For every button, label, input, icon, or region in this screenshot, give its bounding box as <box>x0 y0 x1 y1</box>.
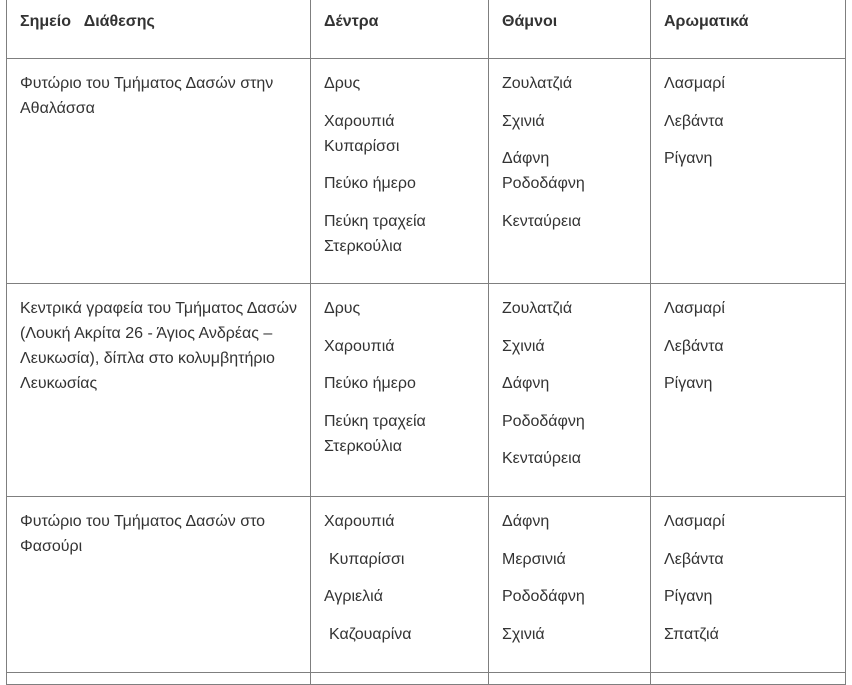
plant-name: Δάφνη <box>502 375 550 392</box>
plant-name: Σχινιά <box>502 625 545 643</box>
empty-cell <box>7 673 311 685</box>
plant-name: Λεβάντα <box>664 550 724 568</box>
plant-name: Ρίγανη <box>664 375 713 392</box>
plant-name: Κενταύρεια <box>502 212 581 230</box>
plant-name: Λεβάντα <box>664 112 724 130</box>
plant-name: Δάφνη <box>502 513 550 530</box>
header-location: Σημείο Διάθεσης <box>7 0 311 59</box>
plant-name: Πεύκο ήμερο <box>324 375 416 392</box>
plant-name: Δάφνη Ροδοδάφνη <box>502 150 585 192</box>
plant-name: Λασμαρί <box>664 300 725 317</box>
plant-name: Δρυς <box>324 300 361 317</box>
shrubs-cell <box>489 59 651 284</box>
plant-name: Σπατζιά <box>664 625 719 643</box>
plant-name: Πεύκο ήμερο <box>324 175 416 192</box>
plant-name: Χαρουπιά <box>324 337 395 355</box>
trees-cell <box>311 284 489 497</box>
plant-name: Καζουαρίνα <box>329 625 412 643</box>
plant-name: Ρίγανη <box>664 150 713 167</box>
aromatic-cell <box>651 497 846 673</box>
empty-cell <box>311 673 489 685</box>
plant-name: Λεβάντα <box>664 337 724 355</box>
table-header-row <box>7 0 846 59</box>
header-shrubs: Θάμνοι <box>489 0 651 59</box>
plant-name: Χαρουπιά <box>324 513 395 530</box>
plant-name: Σχινιά <box>502 112 545 130</box>
empty-cell <box>489 673 651 685</box>
plant-name: Κενταύρεια <box>502 450 581 467</box>
plant-name: Χαρουπιά Κυπαρίσσι <box>324 112 400 155</box>
plant-name: Ροδοδάφνη <box>502 588 585 605</box>
plant-name: Σχινιά <box>502 337 545 355</box>
plant-name: Αγριελιά <box>324 588 383 605</box>
plant-name: Ροδοδάφνη <box>502 412 585 430</box>
location-cell: Φυτώριο του Τμήματος Δασών στην Αθαλάσσα <box>7 59 311 284</box>
plant-name: Πεύκη τραχεία Στερκούλια <box>324 212 426 255</box>
plant-name: Ζουλατζιά <box>502 300 573 317</box>
location-cell: Κεντρικά γραφεία του Τμήματος Δασών (Λουκή Ακρίτα 26 - Άγιος Ανδρέας – Λευκωσία), δίπλα στο κολυμβητήριο Λευκωσίας <box>7 284 311 497</box>
header-aromatic: Αρωματικά <box>651 0 846 59</box>
plant-name: Λασμαρί <box>664 513 725 530</box>
header-trees: Δέντρα <box>311 0 489 59</box>
aromatic-cell <box>651 59 846 284</box>
location-cell: Φυτώριο του Τμήματος Δασών στο Φασούρι <box>7 497 311 673</box>
table-row <box>7 497 846 673</box>
plant-name: Μερσινιά <box>502 550 566 568</box>
table-row <box>7 59 846 284</box>
plant-name: Ζουλατζιά <box>502 75 573 92</box>
aromatic-cell <box>651 284 846 497</box>
trees-cell <box>311 59 489 284</box>
plant-name: Ρίγανη <box>664 588 713 605</box>
shrubs-cell <box>489 284 651 497</box>
table-row <box>7 673 846 685</box>
trees-cell <box>311 497 489 673</box>
plant-name: Κυπαρίσσι <box>329 550 405 568</box>
plant-name: Λασμαρί <box>664 75 725 92</box>
plant-distribution-table <box>6 0 846 685</box>
plant-name: Πεύκη τραχεία Στερκούλια <box>324 412 426 455</box>
shrubs-cell <box>489 497 651 673</box>
plant-name: Δρυς <box>324 75 361 92</box>
empty-cell <box>651 673 846 685</box>
table-row <box>7 284 846 497</box>
